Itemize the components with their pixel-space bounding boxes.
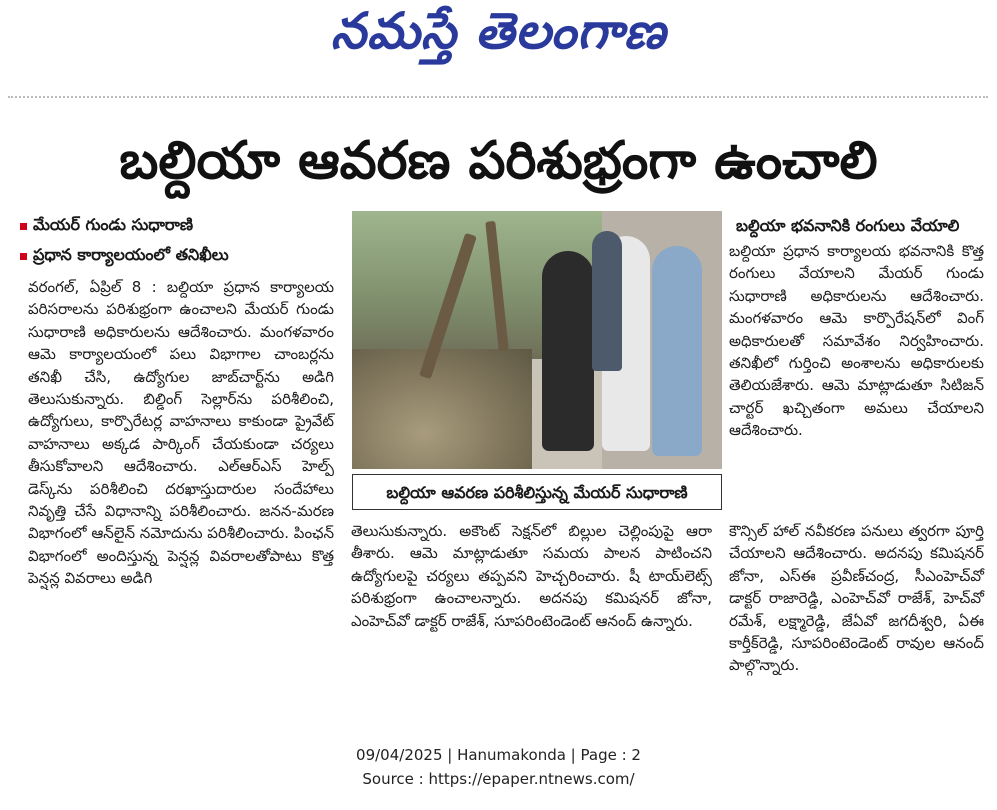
photo-tree-trunk — [485, 221, 509, 351]
article-column-1 — [28, 276, 334, 590]
bullet-square-icon — [20, 223, 27, 230]
photo-person — [542, 251, 594, 451]
photo-person — [592, 231, 622, 371]
bullet-text: ప్రధాన కార్యాలయంలో తనిఖీలు — [33, 244, 229, 264]
column-text: వరంగల్, ఏప్రిల్ 8 : బల్దియా ప్రధాన కార్యాలయ పరిసరాలను పరిశుభ్రంగా ఉంచాలని మేయర్ గుండు సుధారాణి అధికారులను ఆదేశించారు. మంగళవారం ఆమె కార్యాలయంలో పలు విభాగాల చాంబర్లను తనిఖీ చేసి, ఉద్యోగుల జాబ్‌చార్ట్‌ను అడిగి తెలుసుకున్నారు. బిల్డింగ్ సెల్లార్‌ను పరిశీలించి, ఉద్యోగులు, కార్పొరేటర్ల వాహనాలు కాకుండా ప్రైవేట్ వాహనాలు అక్కడ పార్కింగ్ చేయకుండా చర్యలు తీసుకోవాలని ఆదేశించారు. ఎల్ఆర్ఎస్ హెల్ప్ డెస్క్‌ను పరిశీలించి దరఖాస్తుదారుల సందేహాలు నివృత్తి చేసే విధానాన్ని పరిశీలించారు. జనన-మరణ విభాగంలో ఆన్‌లైన్ నమోదును పరిశీలించారు. పింఛన్ విభాగంలో అందిస్తున్న పెన్షన్ల వివరాలతోపాటు కొత్త పెన్షన్ల వివరాలు అడిగి — [28, 278, 334, 588]
photo-person — [652, 246, 702, 456]
bullet-item — [20, 241, 350, 271]
column-text: కౌన్సిల్ హాల్ నవీకరణ పనులు త్వరగా పూర్తి చేయాలని ఆదేశించారు. అదనపు కమిషనర్ జోనా, ఎస్ఈ ప్రవీణ్‌చంద్ర, సీఎంహెచ్‌వో డాక్టర్ రాజారెడ్డి, ఎంహెచ్‌వో రాజేశ్, హెచ్‌వో రమేశ్, లక్ష్మారెడ్డి, జేఏవో జగదీశ్వరి, ఏఈ కార్తీక్‌రెడ్డి, సూపరింటెండెంట్ రావుల ఆనంద్ పాల్గొన్నారు. — [729, 522, 984, 675]
article-column-2 — [351, 520, 712, 632]
footer-date-line: 09/04/2025 | Hanumakonda | Page : 2 — [356, 746, 641, 764]
column-text: బల్దియా ప్రధాన కార్యాలయ భవనానికి కొత్త రంగులు వేయాలని మేయర్ గుండు సుధారాణి అధికారులను ఆదేశించారు. మంగళవారం ఆమె కార్పొరేషన్‌లో వింగ్ అధికారులతో సమావేశం నిర్వహించారు. తనిఖీలో గుర్తించి అంశాలను అధికారులకు తెలియజేశారు. ఆమె మాట్లాడుతూ సిటిజన్ చార్టర్ ఖచ్చితంగా అమలు చేయాలని ఆదేశించారు. — [729, 242, 984, 440]
bullet-item — [20, 211, 350, 241]
article-column-4 — [729, 520, 984, 677]
article-photo — [352, 211, 722, 469]
article-column-3 — [729, 240, 984, 442]
photo-ground — [352, 349, 532, 469]
masthead — [0, 0, 997, 86]
footer-source-line: Source : https://epaper.ntnews.com/ — [362, 770, 635, 788]
newspaper-logo: నమస్తే తెలంగాణ — [330, 2, 667, 60]
column-text: తెలుసుకున్నారు. అకౌంట్ సెక్షన్‌లో బిల్లుల చెల్లింపుపై ఆరా తీశారు. ఆమె మాట్లాడుతూ సమయ పాలన పాటించని ఉద్యోగులపై చర్యలు తప్పవని హెచ్చరించారు. షీ టాయ్‌లెట్స్ పరిశుభ్రంగా ఉంచాలన్నారు. అదనపు కమిషనర్ జోనా, ఎంహెచ్‌వో డాక్టర్ రాజేశ్, సూపరింటెండెంట్ ఆనంద్ ఉన్నారు. — [351, 522, 712, 630]
bullet-text: మేయర్ గుండు సుధారాణి — [33, 214, 194, 234]
photo-caption: బల్దియా ఆవరణ పరిశీలిస్తున్న మేయర్ సుధారాణి — [352, 474, 722, 510]
dotted-divider — [8, 96, 988, 104]
bullet-list — [20, 211, 350, 271]
article-headline: బల్దియా ఆవరణ పరిశుభ్రంగా ఉంచాలి — [119, 131, 878, 191]
sub-headline: బల్దియా భవనానికి రంగులు వేయాలి — [736, 216, 960, 235]
bullet-square-icon — [20, 253, 27, 260]
